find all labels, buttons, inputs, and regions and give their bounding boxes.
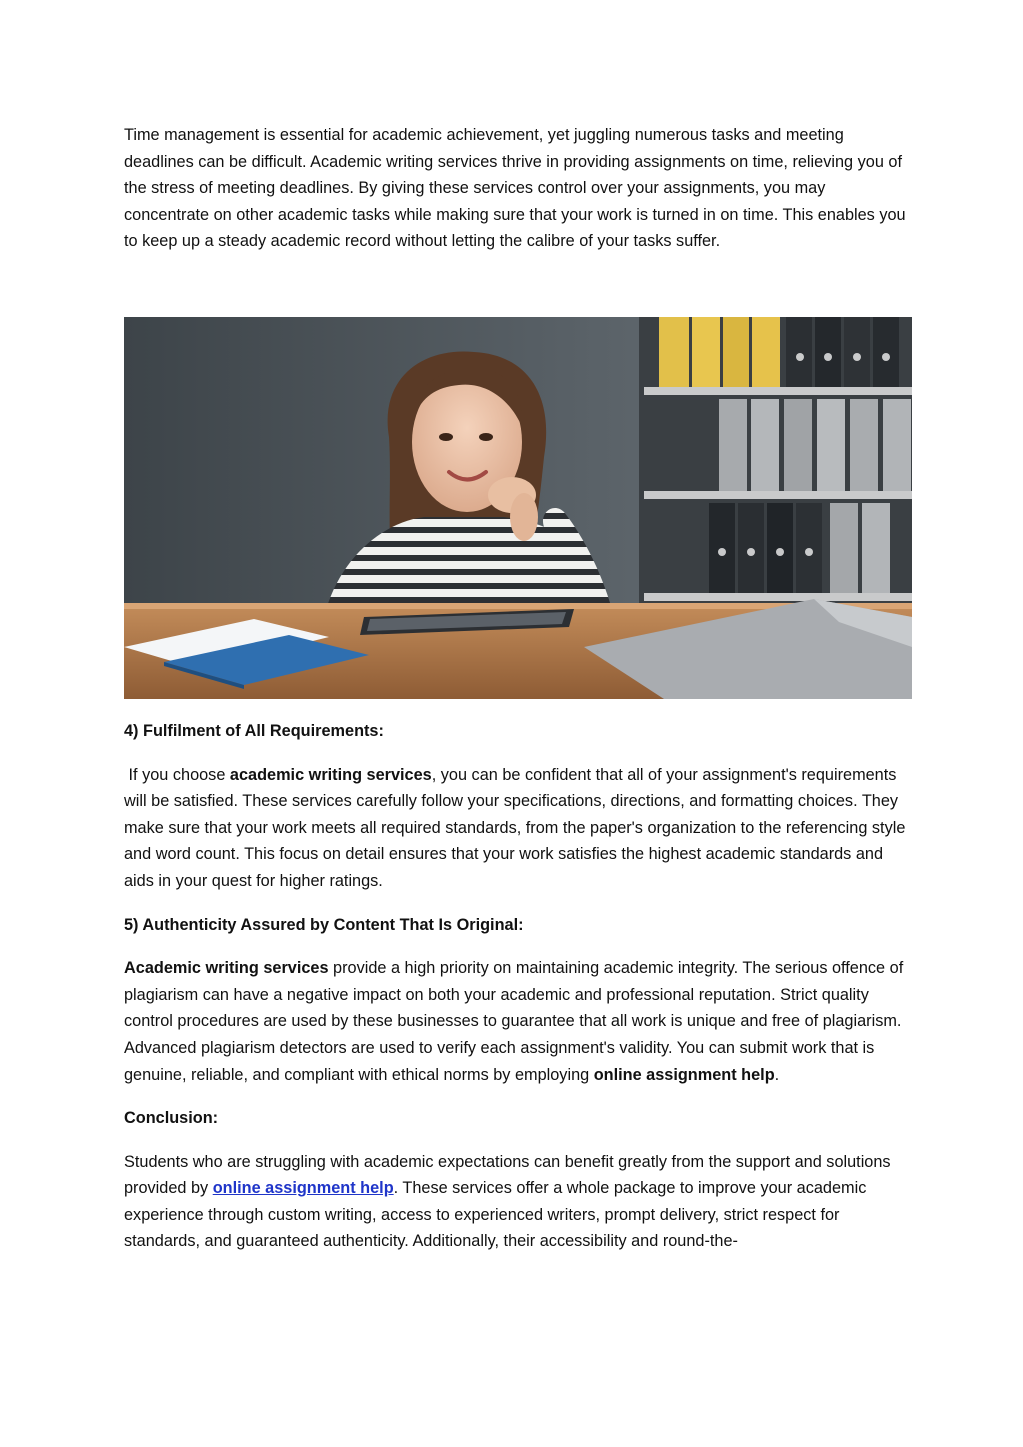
- section4-heading: 4) Fulfilment of All Requirements:: [124, 721, 384, 740]
- section4-bold-term: academic writing services: [229, 765, 432, 784]
- section5-paragraph: [124, 955, 914, 1088]
- section4-paragraph: [124, 762, 914, 895]
- conclusion-text-before: Students who are struggling with academic expectations can benefit greatly from the support and solutions provided by: [124, 1152, 891, 1198]
- document-page: [124, 122, 914, 1255]
- conclusion-text-after: . These services offer a whole package to improve your academic experience through custom writing, access to experienced writers, prompt delivery, strict respect for standards, and guaranteed authenticity. Additionally, their accessibility and round-the-: [124, 1179, 867, 1251]
- conclusion-paragraph: [124, 1149, 914, 1255]
- section5-bold-end: online assignment help: [593, 1065, 775, 1084]
- intro-paragraph: Time management is essential for academic achievement, yet juggling numerous tasks and meeting deadlines can be difficult. Academic writing services thrive in providing assignments on time, relieving you of the stress of meeting deadlines. By giving these services control over your assignments, you may concentrate on other academic tasks while making sure that your work is turned in on time. This enables you to keep up a steady academic record without letting the calibre of your tasks suffer.: [124, 126, 906, 251]
- section5-bold-start: Academic writing services: [124, 959, 329, 978]
- conclusion-heading: Conclusion:: [124, 1109, 219, 1128]
- photo-shelves: [639, 317, 912, 617]
- section5-text-end: .: [774, 1065, 780, 1084]
- section4-text-after: , you can be confident that all of your assignment's requirements will be satisfied. These services carefully follow your specifications, directions, and formatting choices. They make sure that your work meets all required standards, from the paper's organization to the referencing style and word count. This focus on detail ensures that your work satisfies the highest academic standards and aids in your quest for higher ratings.: [124, 765, 906, 890]
- online-assignment-help-link[interactable]: online assignment help: [212, 1179, 394, 1198]
- student-desk-photo: [124, 317, 912, 699]
- section4-text-before: If you choose: [124, 765, 230, 784]
- section5-text-middle: provide a high priority on maintaining academic integrity. The serious offence of plagiarism can have a negative impact on both your academic and professional reputation. Strict quality control procedures are used by these businesses to guarantee that all work is unique and free of plagiarism. Advanced plagiarism detectors are used to verify each assignment's validity. You can submit work that is genuine, reliable, and compliant with ethical norms by employing: [124, 959, 904, 1084]
- section5-heading: 5) Authenticity Assured by Content That Is Original:: [124, 915, 524, 934]
